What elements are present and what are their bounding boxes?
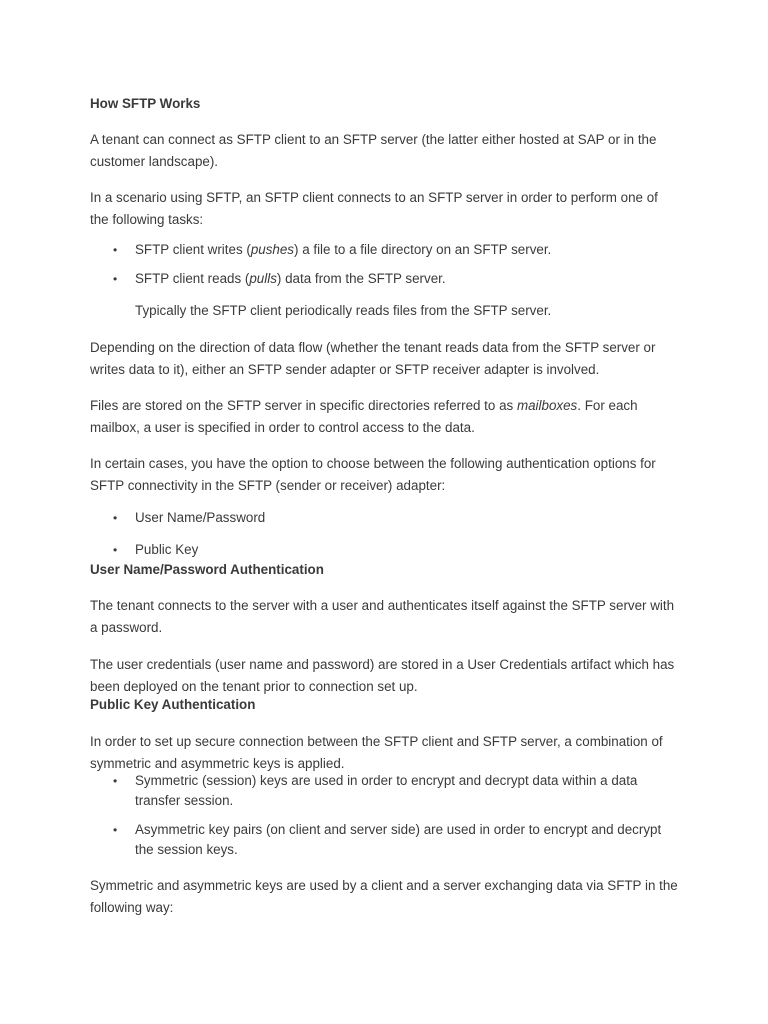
paragraph-tenant-authenticates: The tenant connects to the server with a user and authenticates itself against the SFTP server with a password. (90, 598, 675, 635)
paragraph-mailboxes: Files are stored on the SFTP server in specific directories referred to as mailboxes. For each mailbox, a user is specified in order to control access to the data. (90, 398, 638, 435)
heading-user-password-auth: User Name/Password Authentication (90, 562, 324, 577)
paragraph-scenario: In a scenario using SFTP, an SFTP client connects to an SFTP server in order to perform one of the following tasks: (90, 190, 658, 227)
heading-public-key-auth: Public Key Authentication (90, 697, 256, 712)
task-note: Typically the SFTP client periodically reads files from the SFTP server. (135, 303, 552, 318)
heading-how-sftp-works: How SFTP Works (90, 96, 201, 111)
list-item-auth-public-key: Public Key (135, 542, 199, 557)
bullet-icon: • (113, 823, 118, 837)
list-item-task-write: SFTP client writes (pushes) a file to a file directory on an SFTP server. (135, 242, 552, 257)
list-item-task-read: SFTP client reads (pulls) data from the SFTP server. (135, 271, 446, 286)
bullet-icon: • (113, 543, 118, 557)
paragraph-auth-options: In certain cases, you have the option to choose between the following authentication options for SFTP connectivity in the SFTP (sender or receiver) adapter: (90, 456, 656, 493)
paragraph-secure-connection: In order to set up secure connection between the SFTP client and SFTP server, a combination of symmetric and asymmetric keys is applied. (90, 734, 663, 771)
list-item-auth-user-password: User Name/Password (135, 510, 266, 525)
paragraph-key-exchange: Symmetric and asymmetric keys are used by a client and a server exchanging data via SFTP in the following way: (90, 878, 678, 915)
bullet-icon: • (113, 511, 118, 525)
list-item-symmetric-keys: Symmetric (session) keys are used in order to encrypt and decrypt data within a data transfer session. (135, 773, 638, 808)
list-item-asymmetric-keys: Asymmetric key pairs (on client and server side) are used in order to encrypt and decrypt the session keys. (135, 822, 662, 857)
paragraph-user-credentials: The user credentials (user name and password) are stored in a User Credentials artifact which has been deployed on the tenant prior to connection set up. (90, 657, 675, 694)
bullet-icon: • (113, 243, 118, 257)
paragraph-tenant-connect: A tenant can connect as SFTP client to an SFTP server (the latter either hosted at SAP or in the customer landscape). (90, 132, 657, 169)
bullet-icon: • (113, 272, 118, 286)
bullet-icon: • (113, 774, 118, 788)
paragraph-data-flow: Depending on the direction of data flow (whether the tenant reads data from the SFTP server or writes data to it), either an SFTP sender adapter or SFTP receiver adapter is involved. (90, 340, 656, 377)
